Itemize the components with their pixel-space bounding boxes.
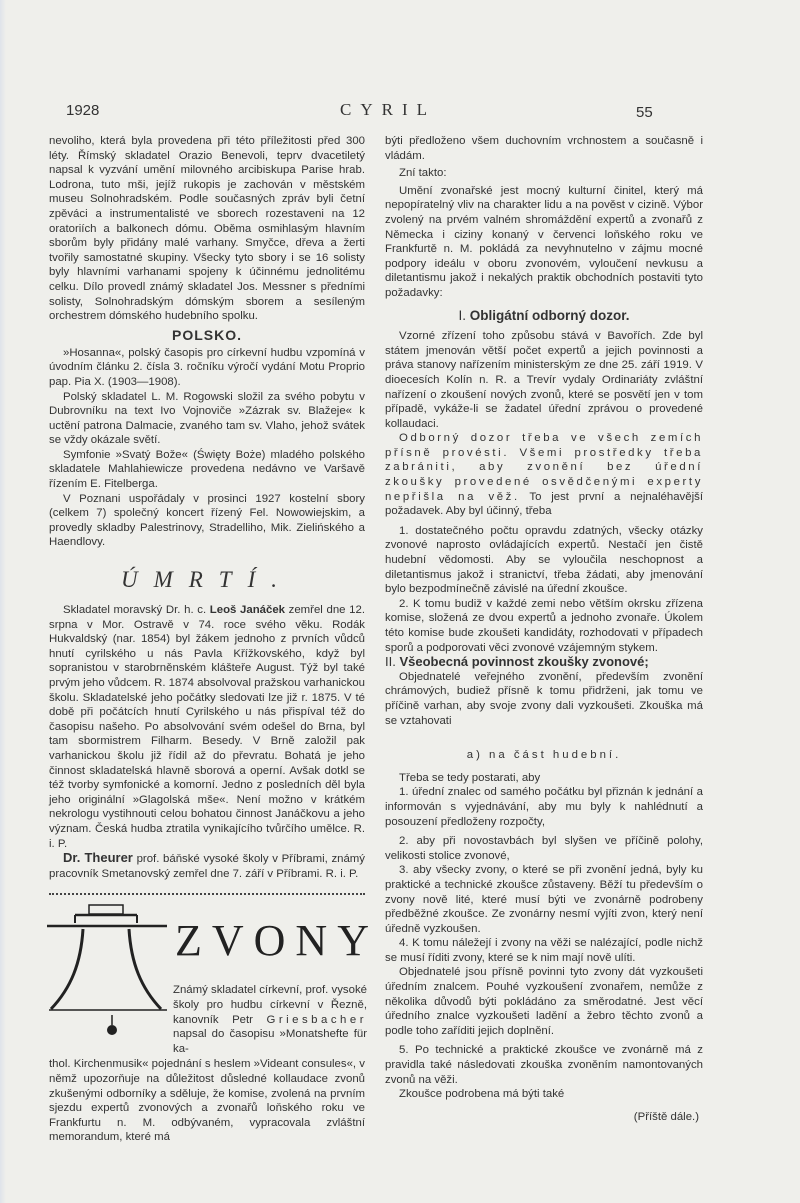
heading-1-number: I.	[458, 307, 466, 323]
janacek-lead: Skladatel moravský Dr. h. c.	[63, 604, 207, 617]
janacek-obituary	[49, 603, 365, 851]
page-edge	[0, 0, 6, 1203]
emphasis-spaced: Odborný dozor třeba ve všech zemích přísně provésti. Všemi prostředky třeba zabrániti, aby zvonění bez úřední zkoušky provedené osvědčenými experty nepřišla na věž.	[385, 432, 703, 503]
list-item: 2. aby při novostavbách byl slyšen ve příčině polohy, velikosti stolice zvonové,	[385, 835, 703, 862]
emphasis-tail: To jest první a nejnaléhavější požadavek. Aby byl účinný, třeba	[385, 490, 703, 518]
treba-line: Třeba se tedy postarati, aby	[399, 771, 541, 784]
list-item: 5. Po technické a praktické zkoušce ve zvonárně má z pravidla také následovati zkouška zvoněním namontovaných zvonů na věži.	[385, 1044, 703, 1086]
zvony-intro	[173, 983, 367, 1056]
heading-2-text: Všeobecná povinnost zkoušky zvonové;	[399, 654, 649, 670]
zvony-section-header	[49, 901, 379, 1055]
janacek-body: zemřel dne 12. srpna v Mor. Ostravě v 74. roce svého věku. Rodák Hukvaldský (nar. 1854) byl žákem jednoho z prvních vůdců hnutí cyrilského u nás Pavla Křížkovského, když byl sopranistou v starobrněnském klášteře August. Týž byl také prvým jeho vůdcem. R. 1874 absolvoval pražskou varhanickou školu. Skladatelské jeho počátky sledovati lze již r. 1875. V té době při počátcích hnutí Cyrilského u nás přispíval též do časopisu našeho. Po absolvování svém odešel do Brna, byl tam sbormistrem Filharm. Besedy. V Brně založil pak varhanickou školu již řídil až do převratu. Bohatá je jeho činnost skladatelská hlavně sborová a operní. Avšak dotkl se též tvorby symfonické a komorní. Jedno z posledních děl byla jeho originální »Glagolská mše«. Není možno v krátkém nekrologu vystihnouti celou bohatou činnost Janáčkovu a jeho význam. Česká hudba ztratila vynikajícího tvůrčího umělce. R. i. P.	[49, 604, 365, 850]
journal-title: CYRIL	[340, 100, 436, 119]
continued-paragraph: býti předloženo všem duchovním vrchnostem a současně i vládám.	[385, 135, 703, 162]
zvony-body: thol. Kirchenmusik« pojednání s heslem »Videant consules«, v němž upozorňuje na důležitost důsledné kollaudace zvonů zkušenými odborníky a sděluje, že komise, zvolená na prvním sjezdu expertů zvonových a zvonařů loňského roku ve Frankfurtu n. M. odbývaném, vypracovala zvláštní memorandum, které má	[49, 1058, 365, 1144]
vzorne-paragraph: Vzorné zřízení toho způsobu stává v Bavořích. Zde byl státem jmenován větší počet expertů a jejich povinnosti a práva stanovy nařízením ministerským ze dne 25. září 1919. V dioecesích Kolín n. R. a Trevír vydaly Ordinariáty zvláštní nařízení o zkoušení nových zvonů, které se posvětí jen v tom případě, vykáže-li se žadatel úřední zprávou o provedené kollaudaci.	[385, 330, 703, 430]
list-item: 4. K tomu náležejí i zvony na věži se nalézající, podle nichž se musí říditi zvony, které se k nim mají nově ulíti.	[385, 937, 703, 964]
zkousce-line: Zkoušce podrobena má býti také	[399, 1088, 565, 1101]
polsko-paragraph: Polský skladatel L. M. Rogowski složil za svého pobytu v Dubrovníku na text Ivo Vojnoviče »Zázrak sv. Blažeje« k uctění patrona Dalmacie, zvaného tam sv. Vlaho, jehož svátek se vždy okázale světí.	[49, 390, 365, 447]
bell-icon	[45, 903, 167, 1018]
heading-2-number: II.	[385, 654, 396, 670]
zvony-intro-cont: napsal do časopisu »Monatshefte für ka-	[173, 1028, 367, 1055]
dotted-divider	[49, 893, 365, 895]
heading-1-text: Obligátní odborný dozor.	[469, 307, 630, 323]
umeni-paragraph: Umění zvonařské jest mocný kulturní činitel, který má nepopíratelný vliv na charakter lidu a na pověst v cizině. Výbor zvolený na prvém valném shromáždění expertů a zvonařů z Německa i ciziny konaný v červenci loňského roku ve Frankfurtě n. M. pokládá za nevyhnutelno v zájmu mocné podpory ideálu v oboru zvonovém, vyloučení nevkusu a diletantismu jakož i nekalých praktik obchodních postaviti tyto požadavky:	[385, 184, 703, 299]
list-item: 1. úřední znalec od samého počátku byl přiznán k jednání a informován s vyjednávání, aby mu byly k nahlédnutí a posouzení předloženy rozpočty,	[385, 786, 703, 828]
heading-obligatni	[385, 309, 703, 324]
intro-paragraph: nevoliho, která byla provedena při této příležitosti před 300 léty. Římský skladatel Orazio Benevoli, teprv dvacetiletý napsal k vyzvání umění milovného arcibiskupa Parise hrab. Lodrona, tuto mši, jejíž rukopis je zachován v městském museu Solnohradském. Podle současných zpráv byli četní zpěváci a instrumentalisté ve sborech rozestaveni na 12 oratoriích a balkonech dómu. Oběma osmihlasým hlavním sborům byly přidány malé varhany. Smyčce, dřeva a žerti tvořily samostatné skupiny. Všecky tyto sbory i se 16 solisty byly hlavními varhanami spojeny k účinnému jednolitému celku. Dílo provedl známý skladatel Jos. Messner s předními solisty, Solnohradským dómským sborem a sesíleným orchestrem dómského hudebního spolku.	[49, 135, 365, 323]
polsko-paragraph: »Hosanna«, polský časopis pro církevní hudbu vzpomíná v úvodním článku 2. čísla 3. ročníku výročí vydání Motu Proprio pap. Pia X. (1903—1908).	[49, 346, 365, 388]
continued-note: (Příště dále.)	[633, 1110, 699, 1123]
objednatele2-paragraph: Objednatelé jsou přísně povinni tyto zvony dát vyzkoušeti úředním znalcem. Pouhé vyzkoušení zvonařem, nemůže z několika důvodů býti pokládáno za směrodatné. Jest věcí úředního znalce vyzkoušeti ladění a žebro těchto zvonů a podle toho zaříditi jejich doplnění.	[385, 966, 703, 1037]
heading-umrti: ÚMRTÍ.	[120, 567, 294, 593]
left-column	[49, 134, 379, 1145]
list-item: 3. aby všecky zvony, o které se při zvonění jedná, byly ku praktické a technické zkoušce zůstaveny. Běží tu především o zvony nově lité, které musí býti ve zvonárně podrobeny předběžné zkoušce. Ze zvonárny nesmí vyjíti zvon, který není úředně vyzkoušen.	[385, 864, 703, 935]
polsko-paragraph: V Poznani uspořádaly v prosinci 1927 kostelní sbory (celkem 7) společný koncert řízený Fel. Nowowiejskim, a provedly skladby Palestrinovy, Stradelliho, Mik. Zielińského a Haendlovy.	[49, 492, 365, 549]
heading-zvony: ZVONY	[175, 916, 379, 966]
janacek-name: Leoš Janáček	[209, 604, 285, 617]
objednatele-paragraph: Objednatelé veřejného zvonění, především zvonění chrámových, budiež přísně k tomu přidrženi, jak tomu ve příčině varhan, aby svoje zvony dali vyzkoušeti. Zkouška má se vztahovati	[385, 670, 703, 727]
heading-polsko: POLSKO.	[171, 326, 242, 343]
theurer-obituary	[49, 851, 365, 881]
list-item: 2. K tomu budiž v každé zemi nebo větším okrsku zřízena komise, složená ze dvou expertů a jednoho zvonaře. Úkolem této komise bude zkoušeti kandidáty, rozhodovati v případech sporů a podporovati věci zvonové vzájemným stykem.	[385, 597, 703, 654]
zni-takto: Zní takto:	[399, 167, 447, 180]
bell-clapper-icon	[97, 1015, 127, 1037]
zvony-intro-text: Známý skladatel církevní, prof. vysoké školy pro hudbu církevní v Řezně, kanovník Petr	[173, 984, 367, 1026]
right-column	[385, 134, 703, 1124]
theurer-body: prof. báňské vysoké školy v Příbrami, známý pracovník Smetanovský zemřel dne 7. září v Příbrami. R. i. P.	[49, 853, 365, 880]
page-header	[62, 100, 662, 124]
theurer-name: Dr. Theurer	[63, 850, 133, 866]
polsko-paragraph: Symfonie »Svatý Bože« (Święty Boże) mladého polského skladatele Mahlahiewicze provedena nedávno ve Varšavě řízením E. Fitelberga.	[49, 448, 365, 491]
emphasis-paragraph	[385, 431, 703, 519]
heading-vseobecna	[385, 655, 703, 670]
author-griesbacher: Griesbacher	[266, 1013, 367, 1026]
year: 1928	[66, 102, 100, 119]
page-number: 55	[636, 104, 653, 121]
subheading-hudebni: a) na část hudební.	[466, 749, 622, 762]
list-item: 1. dostatečného počtu opravdu zdatných, všecky otázky zvonové naprosto ovládajících expertů. Nestačí jen čistě hudební vědomosti. Aby se vyloučila neschopnost a diletantismus jakož i stranictví, třeba žádati, aby jmenování bylo bezpodmínečně závislé na úřední zkoušce.	[385, 524, 703, 596]
